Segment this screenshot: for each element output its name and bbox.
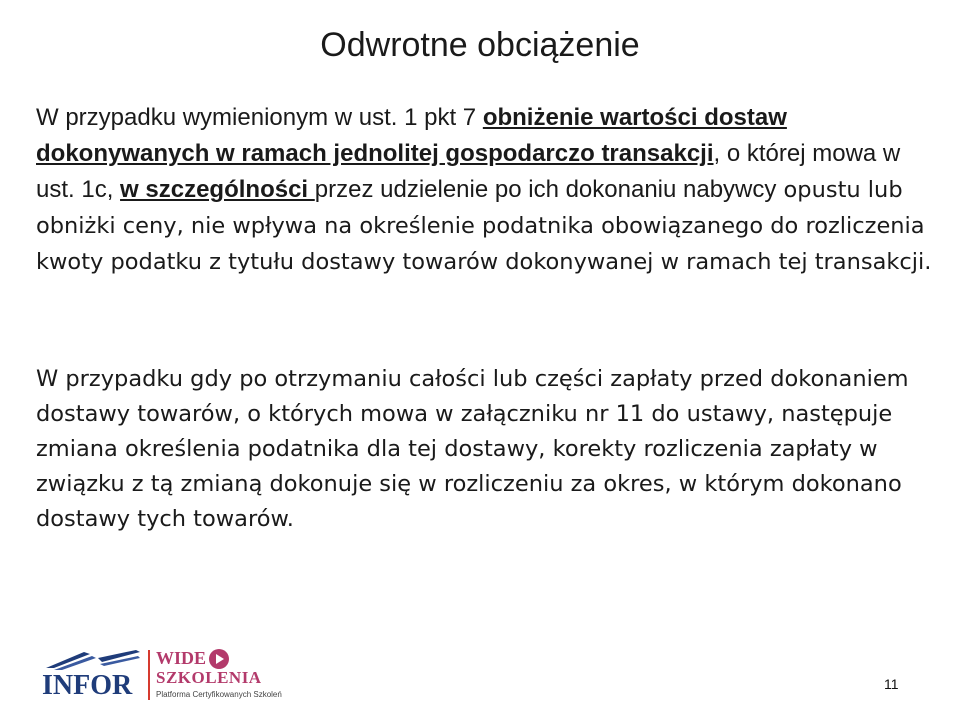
para1-text-1: W przypadku wymienionym w ust. 1 pkt 7 bbox=[36, 104, 483, 131]
infor-wordmark: INFOR bbox=[42, 670, 133, 701]
wide-wordmark: WIDE bbox=[156, 648, 207, 668]
play-icon bbox=[208, 648, 230, 670]
szkolenia-wordmark: SZKOLENIA bbox=[156, 668, 262, 687]
para1-text-2: , o której mowa w ust. 1c, bbox=[36, 140, 901, 203]
para1-text-3: przez udzielenie po ich dokonaniu nabywcy bbox=[314, 176, 777, 203]
logo-separator bbox=[148, 650, 150, 700]
para1-emphasis-1: obniżenie wartości dostaw dokonywanych w ramach jednolitej gospodarczo transakcji bbox=[36, 104, 787, 167]
page-number: 11 bbox=[884, 676, 899, 692]
para1-emphasis-2: w szczególności bbox=[120, 176, 315, 203]
infor-wide-szkolenia-logo bbox=[42, 646, 282, 706]
platform-tagline: Platforma Certyfikowanych Szkoleń bbox=[156, 690, 282, 699]
paragraph-2: W przypadku gdy po otrzymaniu całości lub części zapłaty przed dokonaniem dostawy towarów, o których mowa w załączniku nr 11 do ustawy, następuje zmiana określenia podatnika dla tej dostawy, korekty rozliczenia zapłaty w związku z tą zmianą dokonuje się w rozliczeniu za okres, w którym dokonano dostawy tych towarów. bbox=[36, 366, 909, 532]
infor-wings-icon bbox=[44, 648, 144, 672]
paragraph-1 bbox=[36, 100, 936, 280]
para1-text-4: opustu lub obniżki ceny, nie wpływa na określenie podatnika obowiązanego do rozliczenia kwoty podatku z tytułu dostawy towarów dokonywanej w ramach tej transakcji. bbox=[36, 177, 932, 275]
slide-title: Odwrotne obciążenie bbox=[320, 26, 640, 64]
